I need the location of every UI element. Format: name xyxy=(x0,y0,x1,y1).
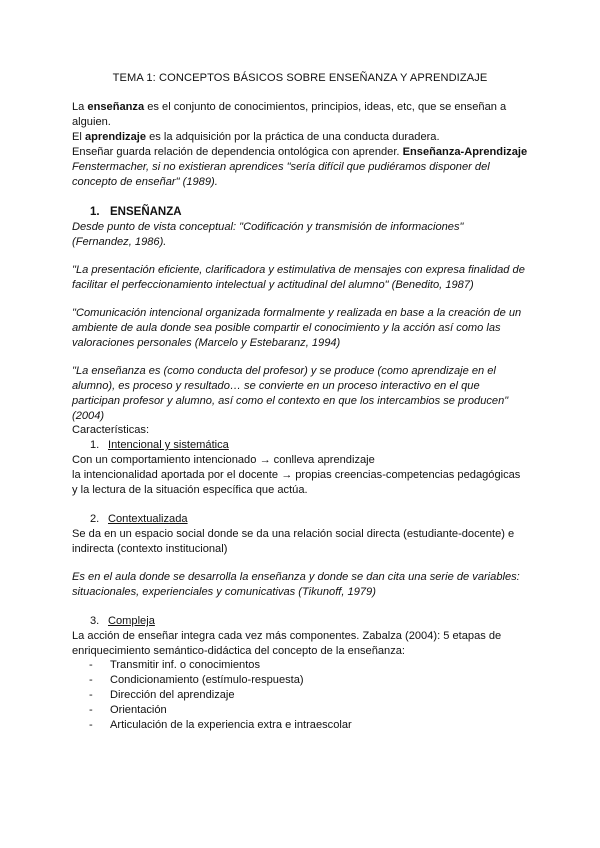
body-line: enriquecimiento semántico-didáctica del concepto de la enseñanza: xyxy=(72,645,406,657)
list-item-text: Orientación xyxy=(110,704,167,716)
dash-bullet: - xyxy=(89,689,93,701)
quote-benedito xyxy=(72,263,532,293)
list-item-text: Dirección del aprendizaje xyxy=(110,689,235,701)
intro-paragraph xyxy=(72,100,532,190)
term-aprendizaje: aprendizaje xyxy=(84,131,146,143)
body-line: la intencionalidad aportada por el docente → propias creencias-competencias pedagógicas xyxy=(72,469,521,481)
intro-line-3 xyxy=(72,130,532,145)
body-line: Se da en un espacio social donde se da una relación social directa (estudiante-docente) e xyxy=(72,528,515,540)
text: Enseñar guarda relación de dependencia ontológica con aprender. xyxy=(72,146,403,158)
quote-line: (Fernandez, 1986). xyxy=(72,236,167,248)
quote-line: facilitar el perfeccionamiento intelectual y actitudinal del alumno" (Benedito, 1987) xyxy=(72,279,474,291)
quote-line: alumno), es proceso y resultado… se convierte en un proceso interactivo en el que xyxy=(72,380,480,392)
body-line: Con un comportamiento intencionado → conlleva aprendizaje xyxy=(72,454,375,466)
char-3-body xyxy=(72,629,532,659)
section-number: 1. xyxy=(90,206,100,218)
dash-bullet: - xyxy=(89,659,93,671)
dash-bullet: - xyxy=(89,674,93,686)
text: El xyxy=(72,131,85,143)
section-title: ENSEÑANZA xyxy=(110,206,182,218)
list-number: 3. xyxy=(90,615,100,627)
quote-2004 xyxy=(72,364,532,424)
list-item xyxy=(89,658,260,673)
body-line: indirecta (contexto institucional) xyxy=(72,543,228,555)
list-item xyxy=(89,673,304,688)
term-ensenanza: enseñanza xyxy=(87,101,145,113)
quote-line: Desde punto de vista conceptual: "Codificación y transmisión de informaciones" xyxy=(72,221,464,233)
char-2-body xyxy=(72,527,532,557)
intro-line-4 xyxy=(72,145,532,160)
term-ensenanza-aprendizaje: Enseñanza-Aprendizaje xyxy=(402,146,528,158)
char-3-label: Compleja xyxy=(108,615,155,627)
caracteristicas-label: Características: xyxy=(72,424,150,436)
quote-marcelo xyxy=(72,306,532,351)
dash-bullet: - xyxy=(89,719,93,731)
list-item xyxy=(89,688,235,703)
body-line: La acción de enseñar integra cada vez más componentes. Zabalza (2004): 5 etapas de xyxy=(72,630,502,642)
section-heading-ensenanza xyxy=(90,206,182,218)
quote-tikunoff xyxy=(72,570,532,600)
char-1-heading xyxy=(90,438,550,453)
quote-line: "La enseñanza es (como conducta del profesor) y se produce (como aprendizaje en el xyxy=(72,365,496,377)
quote-line: "La presentación eficiente, clarificadora y estimulativa de mensajes con expresa finalidad de xyxy=(72,264,525,276)
list-item xyxy=(89,703,167,718)
quote-line: Es en el aula donde se desarrolla la enseñanza y donde se dan cita una serie de variables: xyxy=(72,571,520,583)
char-1-label: Intencional y sistemática xyxy=(108,439,229,451)
list-item-text: Transmitir inf. o conocimientos xyxy=(110,659,261,671)
page-title: TEMA 1: CONCEPTOS BÁSICOS SOBRE ENSEÑANZA Y APRENDIZAJE xyxy=(112,72,488,84)
char-2-heading xyxy=(90,512,550,527)
text: La xyxy=(72,101,88,113)
intro-line-6: concepto de enseñar" (1989). xyxy=(72,176,218,188)
body-line: y la lectura de la situación específica que actúa. xyxy=(72,484,308,496)
quote-line: situacionales, experienciales y comunicativas (Tikunoff, 1979) xyxy=(72,586,376,598)
text: es el conjunto de conocimientos, principios, ideas, etc, que se enseñan a xyxy=(144,101,507,113)
quote-fernandez xyxy=(72,220,532,250)
list-number: 2. xyxy=(90,513,100,525)
dash-bullet: - xyxy=(89,704,93,716)
quote-line: "Comunicación intencional organizada formalmente y realizada en base a la creación de un xyxy=(72,307,522,319)
quote-line: (2004) xyxy=(72,410,105,422)
list-item-text: Condicionamiento (estímulo-respuesta) xyxy=(110,674,304,686)
text: es la adquisición por la práctica de una conducta duradera. xyxy=(146,131,440,143)
quote-line: valoraciones personales (Marcelo y Estebaranz, 1994) xyxy=(72,337,341,349)
char-3-heading xyxy=(90,614,550,629)
intro-line-2: alguien. xyxy=(72,116,111,128)
list-number: 1. xyxy=(90,439,100,451)
list-item xyxy=(89,718,352,733)
char-1-body xyxy=(72,453,532,498)
quote-line: participan profesor y alumno, así como el contexto en que los intercambios se producen" xyxy=(72,395,509,407)
char-2-label: Contextualizada xyxy=(108,513,188,525)
list-item-text: Articulación de la experiencia extra e intraescolar xyxy=(110,719,352,731)
quote-line: ambiente de aula donde sea posible compartir el conocimiento y la acción así como las xyxy=(72,322,501,334)
intro-line-1 xyxy=(72,100,532,115)
intro-line-5: Fenstermacher, si no existieran aprendices "sería difícil que pudiéramos disponer del xyxy=(72,161,490,173)
